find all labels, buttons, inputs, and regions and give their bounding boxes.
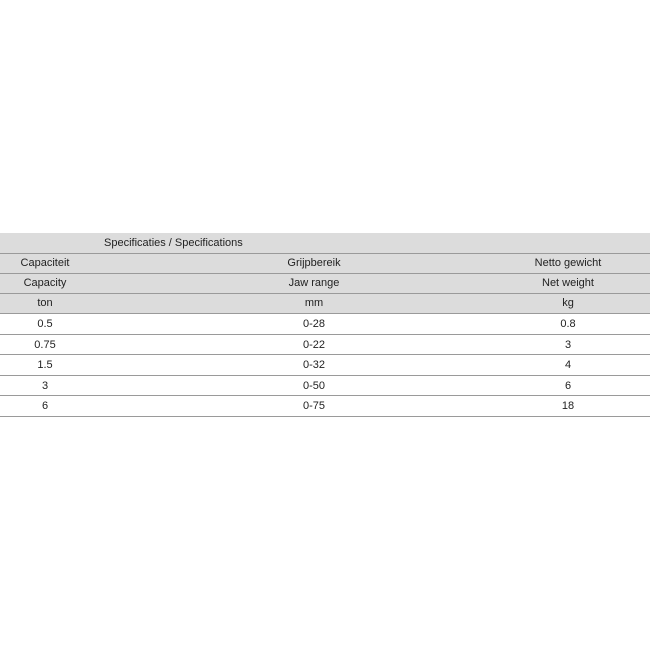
jaw-range-cell: 0-75 (302, 400, 326, 412)
net-weight-cell: 6 (564, 379, 572, 392)
net-weight-cell: 4 (564, 359, 572, 371)
table-row (0, 355, 650, 376)
jaw-range-cell: 0-50 (302, 379, 326, 392)
header-capacity-nl: Capaciteit (20, 257, 70, 269)
table-title: Specificaties / Specifications (104, 237, 243, 249)
header-jaw-range-nl: Grijpbereik (287, 257, 341, 269)
unit-net-weight: kg (562, 297, 574, 309)
net-weight-cell: 3 (564, 338, 572, 351)
jaw-range-cell: 0-22 (302, 338, 326, 351)
unit-capacity: ton (37, 297, 53, 309)
specifications-table (0, 233, 650, 417)
header-row-english (0, 274, 650, 294)
table-row (0, 376, 650, 397)
jaw-range-cell: 0-28 (302, 318, 326, 330)
table-row (0, 335, 650, 356)
header-row-dutch (0, 254, 650, 274)
net-weight-cell: 18 (561, 400, 575, 412)
capacity-cell: 3 (41, 379, 49, 392)
header-net-weight-en: Net weight (542, 277, 594, 289)
jaw-range-cell: 0-32 (302, 359, 326, 371)
table-row (0, 396, 650, 417)
header-capacity-en: Capacity (23, 277, 67, 289)
unit-jaw-range: mm (304, 297, 324, 309)
capacity-cell: 1.5 (37, 359, 53, 371)
table-title-row (0, 233, 650, 254)
table-row (0, 314, 650, 335)
capacity-cell: 0.5 (37, 318, 53, 330)
header-net-weight-nl: Netto gewicht (534, 257, 602, 269)
units-row (0, 294, 650, 314)
net-weight-cell: 0.8 (560, 318, 576, 330)
capacity-cell: 6 (41, 400, 49, 412)
capacity-cell: 0.75 (34, 338, 56, 351)
header-jaw-range-en: Jaw range (288, 277, 340, 289)
